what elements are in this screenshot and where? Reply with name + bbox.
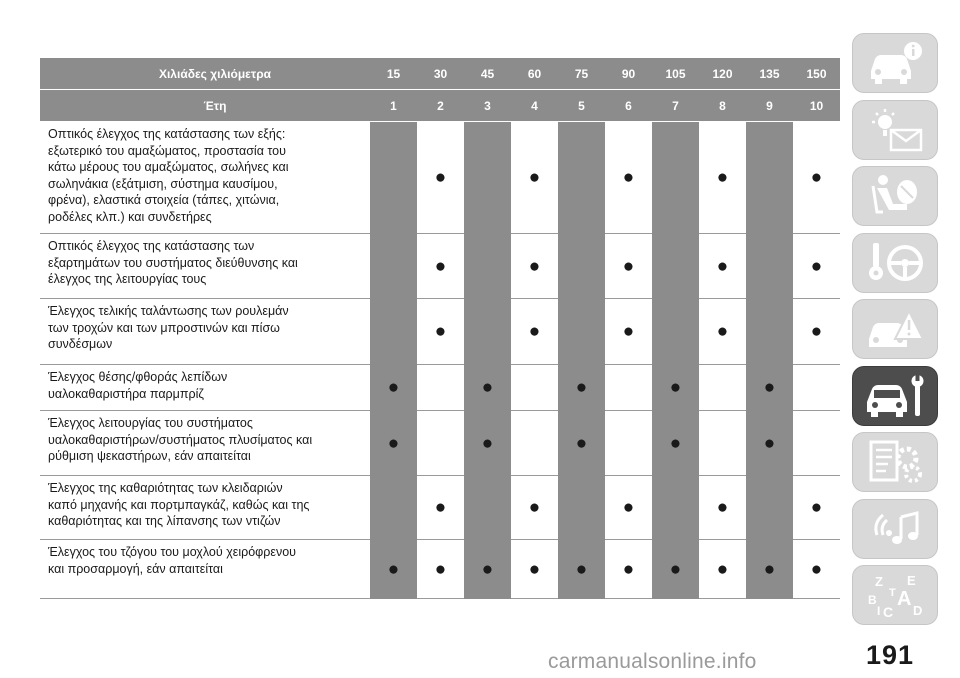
interval-check-mark: ● [417,476,464,540]
chapter-tab-bar [852,33,938,632]
interval-check-mark: ● [417,234,464,299]
interval-cell [558,122,605,234]
table-row [40,122,840,234]
interval-check-mark: ● [558,365,605,411]
interval-check-mark: ● [417,299,464,365]
index-letter: T [889,587,896,599]
interval-cell [464,299,511,365]
interval-check-mark: ● [699,476,746,540]
interval-check-mark: ● [511,299,558,365]
interval-check-mark: ● [652,411,699,476]
interval-check-mark: ● [793,122,840,234]
index-letter: A [897,588,912,610]
task-description: Έλεγχος του τζόγου του μοχλού χειρόφρενου και προσαρμογή, εάν απαιτείται [40,540,370,599]
interval-check-mark: ● [511,476,558,540]
index-letter: E [907,573,916,588]
task-description: Οπτικός έλεγχος της κατάστασης των εξαρτημάτων του συστήματος διεύθυνσης και έλεγχος της λειτουργίας τους [40,234,370,299]
alphabetical-index-icon [863,571,927,619]
interval-check-mark: ● [746,365,793,411]
tab-specs[interactable] [852,432,938,492]
interval-cell [511,411,558,476]
task-description: Έλεγχος τελικής ταλάντωσης των ρουλεμάν των τροχών και των μπροστινών και πίσω συνδέσμων [40,299,370,365]
tab-alphabetical-index[interactable] [852,565,938,625]
page-number: 191 [866,640,915,670]
interval-check-mark: ● [605,299,652,365]
interval-check-mark: ● [417,540,464,599]
interval-cell [793,411,840,476]
years-header-cell: 10 [793,90,840,122]
maintenance-schedule-table [40,58,840,599]
interval-cell [370,299,417,365]
interval-cell [652,234,699,299]
interval-check-mark: ● [652,365,699,411]
interval-cell [652,476,699,540]
index-letter: D [913,603,923,618]
interval-cell [746,476,793,540]
years-header-cell: 9 [746,90,793,122]
years-header-label: Έτη [40,90,370,122]
years-header-cell: 4 [511,90,558,122]
table-row [40,299,840,365]
interval-check-mark: ● [746,411,793,476]
km-header-cell: 15 [370,58,417,90]
interval-check-mark: ● [417,122,464,234]
tab-dashboard-lights[interactable] [852,100,938,160]
key-steering-wheel-icon [863,239,927,287]
interval-cell [652,299,699,365]
years-header-cell: 2 [417,90,464,122]
task-description: Έλεγχος θέσης/φθοράς λεπίδων υαλοκαθαριστήρα παρμπρίζ [40,365,370,411]
tab-car-warning[interactable] [852,299,938,359]
interval-cell [746,299,793,365]
years-header-cell: 6 [605,90,652,122]
km-header-label: Χιλιάδες χιλιόμετρα [40,58,370,90]
km-header-cell: 45 [464,58,511,90]
interval-cell [558,476,605,540]
interval-cell [511,365,558,411]
interval-cell [464,122,511,234]
interval-check-mark: ● [558,540,605,599]
table-row [40,411,840,476]
interval-check-mark: ● [605,476,652,540]
table-row [40,234,840,299]
interval-check-mark: ● [511,122,558,234]
interval-cell [746,122,793,234]
interval-check-mark: ● [793,234,840,299]
index-letter: C [883,604,894,619]
interval-check-mark: ● [370,365,417,411]
specs-gears-icon [863,438,927,486]
years-header-row [40,90,840,122]
interval-cell [699,365,746,411]
task-description: Έλεγχος της καθαριότητας των κλειδαριών καπό μηχανής και πορτμπαγκάζ, καθώς και της καθαριότητας και της λίπανσης των ντιζών [40,476,370,540]
seat-airbag-icon [863,172,927,220]
interval-check-mark: ● [605,540,652,599]
interval-cell [558,299,605,365]
interval-cell [464,476,511,540]
table-row [40,365,840,411]
table-row [40,476,840,540]
interval-check-mark: ● [699,122,746,234]
multimedia-icon [863,505,927,553]
interval-check-mark: ● [464,540,511,599]
interval-check-mark: ● [370,411,417,476]
interval-check-mark: ● [793,476,840,540]
interval-check-mark: ● [511,234,558,299]
interval-check-mark: ● [605,122,652,234]
dashboard-lights-icon [863,106,927,154]
table-row [40,540,840,599]
table-body [40,122,840,599]
km-header-cell: 105 [652,58,699,90]
years-header-cell: 5 [558,90,605,122]
interval-cell [417,411,464,476]
car-service-wrench-icon [863,372,927,420]
years-header-cell: 1 [370,90,417,122]
tab-car-service[interactable] [852,366,938,426]
interval-cell [464,234,511,299]
tab-key-steering[interactable] [852,233,938,293]
tab-car-info[interactable] [852,33,938,93]
interval-check-mark: ● [511,540,558,599]
interval-cell [746,234,793,299]
index-letter: B [868,593,877,607]
interval-check-mark: ● [558,411,605,476]
index-letter: Z [875,574,883,589]
years-header-cell: 8 [699,90,746,122]
km-header-cell: 120 [699,58,746,90]
tab-multimedia[interactable] [852,499,938,559]
car-warning-icon [863,305,927,353]
index-letter: I [877,604,881,618]
watermark-text: carmanualsonline.info [548,650,757,673]
interval-check-mark: ● [793,299,840,365]
interval-check-mark: ● [699,234,746,299]
interval-cell [370,234,417,299]
interval-cell [558,234,605,299]
interval-cell [652,122,699,234]
interval-check-mark: ● [746,540,793,599]
interval-cell [417,365,464,411]
interval-cell [605,411,652,476]
years-header-cell: 7 [652,90,699,122]
interval-cell [699,411,746,476]
interval-check-mark: ● [652,540,699,599]
km-header-row [40,58,840,90]
task-description: Οπτικός έλεγχος της κατάστασης των εξής: εξωτερικό του αμαξώματος, προστασία του κάτω μέρους του αμαξώματος, σωλήνες και σωληνάκια (εξάτμιση, σύστημα καυσίμου, φρένα), ελαστικά στοιχεία (τάπες, χιτώνια, ροδέλες κλπ.) και συνδετήρες [40,122,370,234]
interval-cell [370,476,417,540]
task-description: Έλεγχος λειτουργίας του συστήματος υαλοκαθαριστήρων/συστήματος πλυσίματος και ρύθμιση ψεκαστήρων, εάν απαιτείται [40,411,370,476]
interval-check-mark: ● [464,411,511,476]
interval-cell [605,365,652,411]
km-header-cell: 30 [417,58,464,90]
interval-cell [370,122,417,234]
interval-check-mark: ● [464,365,511,411]
interval-cell [793,365,840,411]
km-header-cell: 90 [605,58,652,90]
km-header-cell: 60 [511,58,558,90]
interval-check-mark: ● [699,299,746,365]
tab-seat-airbag[interactable] [852,166,938,226]
interval-check-mark: ● [370,540,417,599]
interval-check-mark: ● [699,540,746,599]
car-info-icon [863,39,927,87]
km-header-cell: 150 [793,58,840,90]
km-header-cell: 135 [746,58,793,90]
years-header-cell: 3 [464,90,511,122]
km-header-cell: 75 [558,58,605,90]
interval-check-mark: ● [605,234,652,299]
interval-check-mark: ● [793,540,840,599]
